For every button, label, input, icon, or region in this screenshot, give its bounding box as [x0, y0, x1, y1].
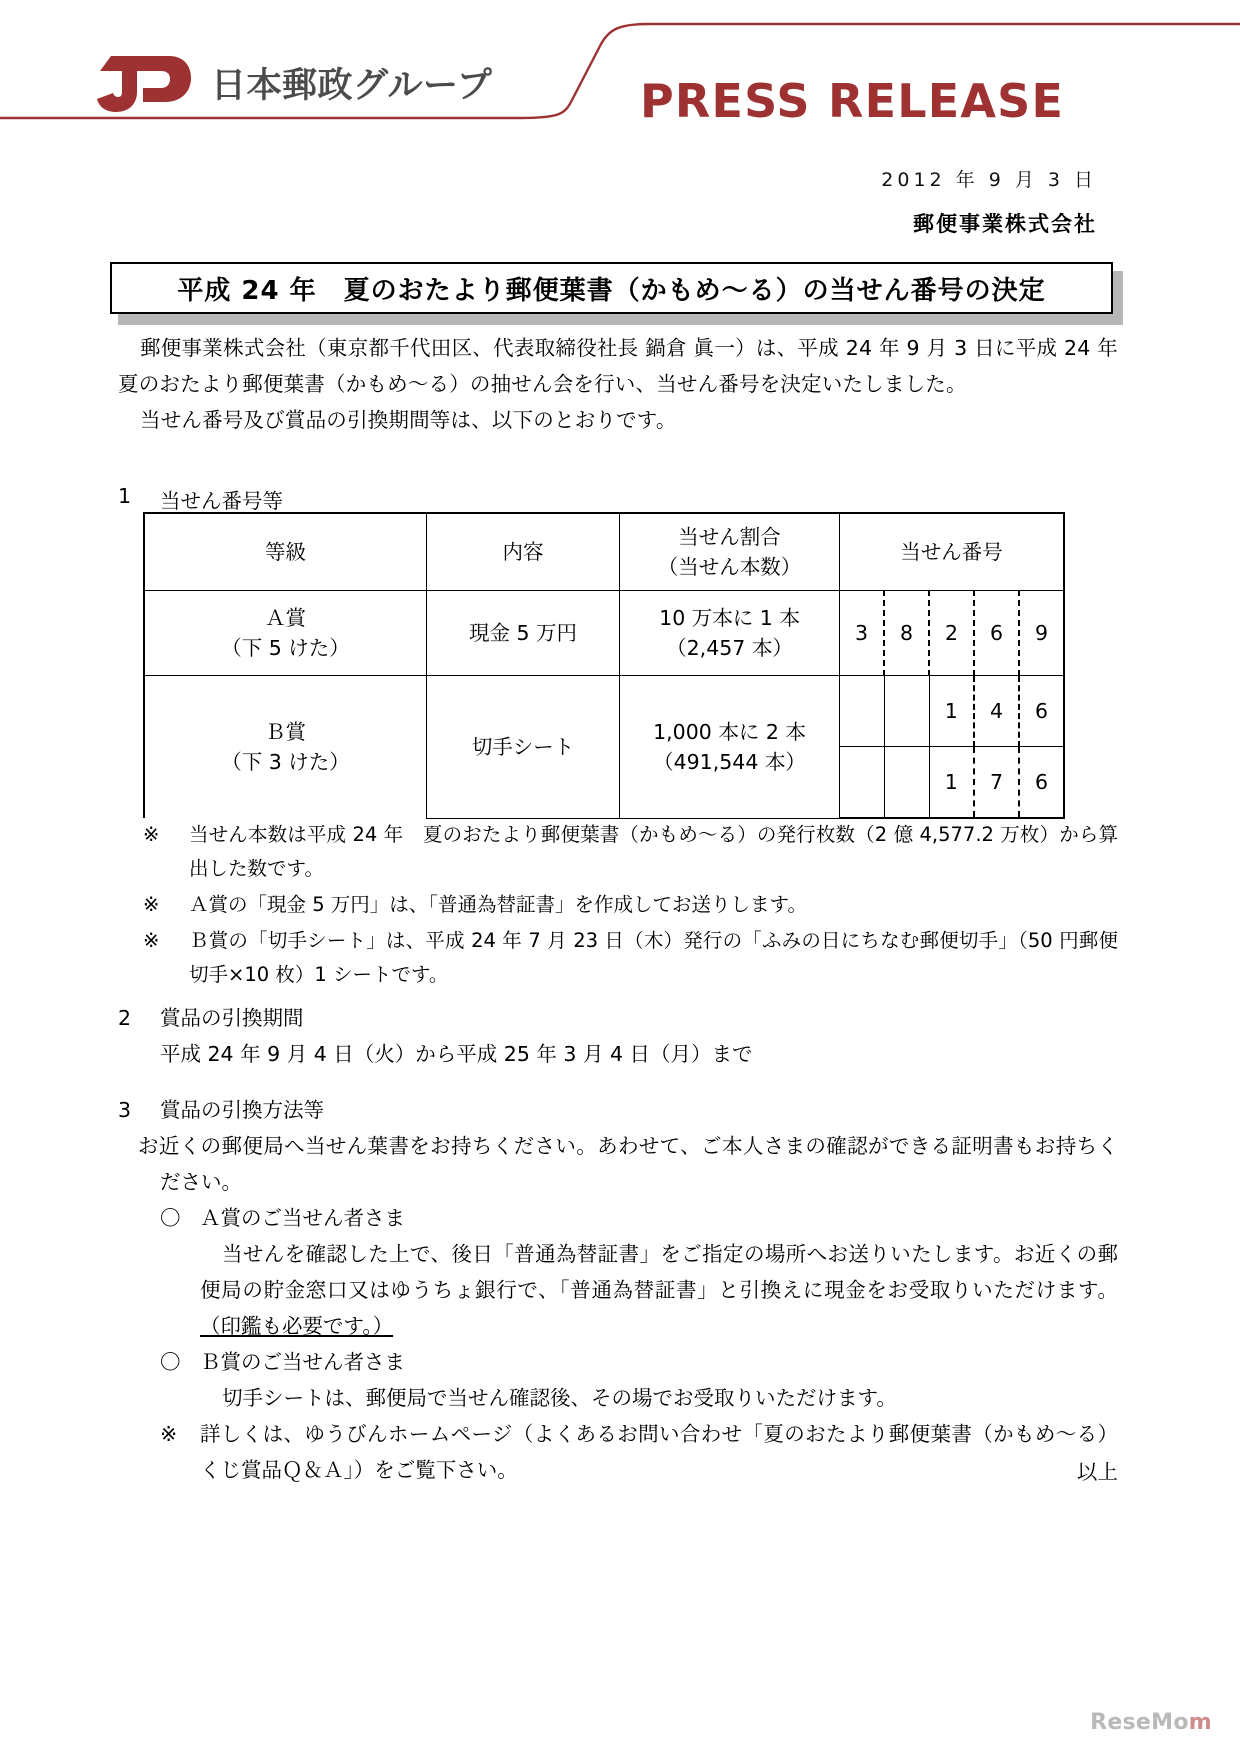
jp-group-logo: [97, 52, 492, 114]
section-3-heading: [118, 1092, 1118, 1128]
row-b2-digit-2: 7: [974, 747, 1019, 819]
document-meta: [881, 165, 1097, 238]
section-2: [118, 1000, 1118, 1072]
row-a-digit-5: 9: [1019, 591, 1064, 676]
table-row-grade-a: [144, 591, 1064, 676]
row-b-grade-line1: Ｂ賞: [265, 720, 306, 744]
section-3-lead: お近くの郵便局へ当せん葉書をお持ちください。あわせて、ご本人さまの確認ができる証明書もお持ちください。: [138, 1134, 1118, 1194]
section-3-item-body: 切手シートは、郵便局で当せん確認後、その場でお受取りいただけます。: [222, 1386, 897, 1410]
section-2-heading: [118, 1000, 1118, 1036]
row-a-ratio: [620, 591, 840, 676]
row-b1-digit-2: 4: [974, 676, 1019, 747]
section-3-item: [160, 1200, 1118, 1236]
header-grade: 等級: [144, 513, 427, 591]
issuer-name: 郵便事業株式会社: [913, 212, 1097, 236]
section-3-item-body: [200, 1236, 1118, 1344]
release-date: 2012 年 9 月 3 日: [881, 169, 1097, 191]
closing-mark: 以上: [1077, 1460, 1118, 1484]
intro-paragraph-1: 郵便事業株式会社（東京都千代田区、代表取締役社長 鍋倉 眞一）は、平成 24 年 9 月 3 日に平成 24 年 夏のおたより郵便葉書（かもめ～る）の抽せん会を行い、当せん番号を決定いたしました。: [118, 336, 1139, 396]
intro-section: [118, 330, 1139, 438]
header-content: 内容: [427, 513, 620, 591]
section-2-title: 賞品の引換期間: [160, 1006, 304, 1030]
row-a-ratio-line1: 10 万本に 1 本: [659, 606, 800, 630]
row-b-ratio-line1: 1,000 本に 2 本: [653, 719, 806, 744]
header-ratio-line1: 当せん割合: [678, 525, 781, 549]
section-3-final-note-text: 詳しくは、ゆうびんホームページ（よくあるお問い合わせ「夏のおたより郵便葉書（かもめ～る）くじ賞品Ｑ＆Ａ」）をご覧下さい。: [200, 1422, 1118, 1482]
circle-bullet-icon: 〇: [160, 1350, 181, 1374]
row-a-content: 現金 5 万円: [427, 591, 620, 676]
row-a-grade-line1: Ａ賞: [265, 606, 306, 630]
section-1-number: 1: [118, 484, 132, 508]
row-b2-digit-blank-2: [884, 747, 929, 819]
row-a-digit-2: 8: [884, 591, 929, 676]
row-a-digit-1: 3: [840, 591, 885, 676]
section-2-body: 平成 24 年 9 月 4 日（火）から平成 25 年 3 月 4 日（月）まで: [160, 1042, 753, 1066]
row-b2-digit-1: 1: [929, 747, 974, 819]
row-a-digit-4: 6: [974, 591, 1019, 676]
note-mark-icon: ※: [143, 929, 160, 952]
note-mark-icon: ※: [160, 1422, 178, 1446]
note-mark-icon: ※: [143, 893, 160, 916]
header-ratio-line2: （当せん本数）: [657, 555, 802, 579]
section-1-notes: [143, 818, 1118, 994]
section-3-item: [160, 1344, 1118, 1380]
row-b2-digit-3: 6: [1019, 747, 1064, 819]
row-b1-digit-blank-2: [884, 676, 929, 747]
row-b1-digit-1: 1: [929, 676, 974, 747]
watermark-part1: ReseMo: [1090, 1710, 1189, 1735]
row-b1-digit-blank-1: [840, 676, 885, 747]
document-title-band: [110, 262, 1115, 316]
section-3-item-heading: Ａ賞のご当せん者さま: [200, 1206, 405, 1230]
section-3-item-body-text: 当せんを確認した上で、後日「普通為替証書」をご指定の場所へお送りいたします。お近くの郵便局の貯金窓口又はゆうちょ銀行で、「普通為替証書」と引換えに現金をお受取りいただけます。: [200, 1242, 1118, 1302]
row-b-grade-line2: （下 3 けた）: [221, 750, 350, 774]
note-item: [143, 924, 1118, 992]
title-box: [110, 262, 1113, 314]
header-numbers: 当せん番号: [840, 513, 1065, 591]
watermark-part2: m: [1188, 1710, 1212, 1735]
note-item: [143, 818, 1118, 886]
circle-bullet-icon: 〇: [160, 1206, 181, 1230]
section-1-heading: [118, 484, 283, 514]
winning-numbers-table: [143, 512, 1065, 819]
row-a-digit-3: 2: [929, 591, 974, 676]
section-3: [118, 1092, 1118, 1488]
row-b-content: 切手シート: [427, 676, 620, 819]
row-b-ratio: [620, 676, 840, 819]
table-row-grade-b-first: [144, 676, 1064, 747]
press-release-heading: PRESS RELEASE: [640, 74, 1065, 128]
section-3-number: 3: [118, 1098, 132, 1122]
jp-logo-icon: [97, 52, 193, 114]
page-title: 平成 24 年 夏のおたより郵便葉書（かもめ～る）の当せん番号の決定: [177, 275, 1046, 306]
note-item: [143, 888, 1118, 922]
section-3-item-body-underlined: （印鑑も必要です。）: [200, 1314, 394, 1338]
winning-numbers-table-wrap: [143, 512, 1065, 819]
section-3-final-note: [160, 1416, 1118, 1488]
header-ratio: [620, 513, 840, 591]
row-b2-digit-blank-1: [840, 747, 885, 819]
row-b-grade: [144, 676, 427, 819]
row-b-ratio-line2: （491,544 本）: [653, 749, 806, 774]
watermark: [1090, 1710, 1212, 1735]
page-header: [0, 0, 1240, 155]
row-b1-digit-3: 6: [1019, 676, 1064, 747]
section-3-item-heading: Ｂ賞のご当せん者さま: [200, 1350, 405, 1374]
note-text: Ａ賞の「現金 5 万円」は、「普通為替証書」を作成してお送りします。: [189, 893, 807, 916]
row-a-grade: [144, 591, 427, 676]
row-a-ratio-line2: （2,457 本）: [666, 636, 793, 660]
intro-paragraph-2: 当せん番号及び賞品の引換期間等は、以下のとおりです。: [140, 408, 677, 432]
note-text: Ｂ賞の「切手シート」は、平成 24 年 7 月 23 日（木）発行の「ふみの日にちなむ郵便切手」（50 円郵便切手×10 枚）1 シートです。: [189, 929, 1118, 986]
section-3-title: 賞品の引換方法等: [160, 1098, 324, 1122]
note-mark-icon: ※: [143, 823, 160, 846]
section-2-number: 2: [118, 1006, 132, 1030]
note-text: 当せん本数は平成 24 年 夏のおたより郵便葉書（かもめ～る）の発行枚数（2 億 4,577.2 万枚）から算出した数です。: [189, 823, 1118, 880]
logo-text: 日本郵政グループ: [211, 66, 493, 106]
table-header-row: [144, 513, 1064, 591]
row-a-grade-line2: （下 5 けた）: [221, 636, 350, 660]
section-1-title: 当せん番号等: [160, 489, 283, 513]
